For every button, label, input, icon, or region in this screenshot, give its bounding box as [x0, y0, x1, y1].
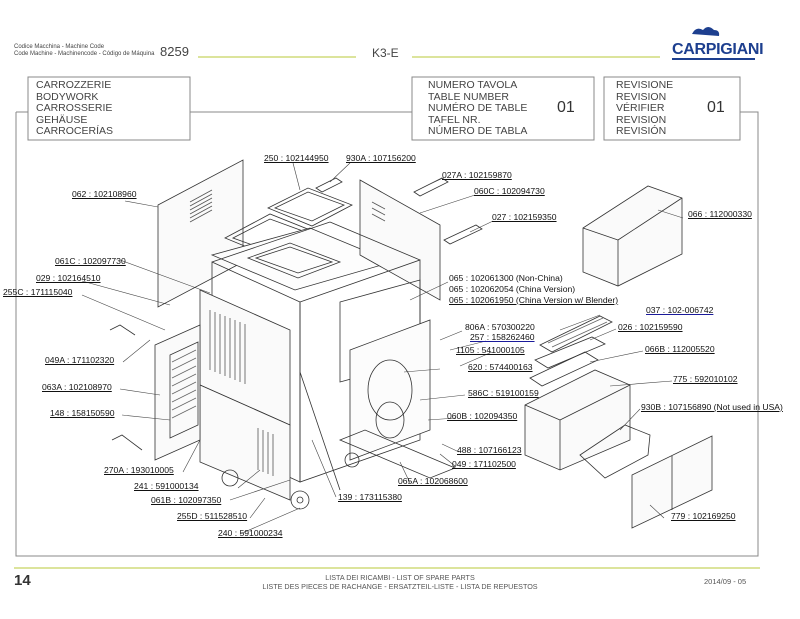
part-label: 488 : 107166123 [457, 445, 522, 455]
part-label: 620 : 574400163 [468, 362, 533, 372]
part-label: 930A : 107156200 [346, 153, 416, 163]
part-label: 029 : 102164510 [36, 273, 101, 283]
part-label: 061B : 102097350 [151, 495, 222, 505]
part-label: 250 : 102144950 [264, 153, 329, 163]
part-label: 065A : 102068600 [398, 476, 468, 486]
part-label [470, 332, 535, 342]
revision-number: 01 [707, 99, 725, 116]
part-label: 060B : 102094350 [447, 411, 518, 421]
part-label: 241 : 591000134 [134, 481, 199, 491]
part-label: 270A : 193010005 [104, 465, 174, 475]
part-label: 065 : 102061950 (China Version w/ Blender) [449, 295, 619, 305]
part-label: 063A : 102108970 [42, 382, 112, 392]
part-label: 065 : 102061300 (Non-China) [449, 273, 563, 283]
part-label: 061C : 102097730 [55, 256, 126, 266]
part-label: 066B : 112005520 [645, 344, 715, 354]
part-label: 027A : 102159870 [442, 170, 512, 180]
part-label: 586C : 519100159 [468, 388, 539, 398]
part-label: 065 : 102062054 (China Version) [449, 284, 576, 294]
category-title: CARROZZERIE BODYWORK CARROSSERIE GEHÄUSE CARROCERÍAS [36, 79, 114, 137]
part-label [646, 305, 713, 315]
part-label: 240 : 591000234 [218, 528, 283, 538]
part-label: 255C : 171115040 [3, 287, 73, 297]
model-name: K3-E [372, 46, 399, 60]
page-number: 14 [14, 572, 31, 589]
footer-date: 2014/09 - 05 [704, 577, 747, 586]
part-label: 066 : 112000330 [688, 209, 752, 219]
part-label: 062 : 102108960 [72, 189, 137, 199]
table-number: 01 [557, 99, 575, 116]
machine-code: 8259 [160, 44, 189, 59]
footer-title: LISTA DEI RICAMBI - LIST OF SPARE PARTS LISTE DES PIECES DE RACHANGE - ERSATZTEIL-LISTE - LISTA DE REPUESTOS [262, 573, 538, 591]
part-label: 1105 : 541000105 [456, 345, 525, 355]
part-label: 049A : 171102320 [45, 355, 115, 365]
part-label: 027 : 102159350 [492, 212, 557, 222]
brand-logo: CARPIGIANI [672, 41, 764, 58]
part-label: 139 : 173115380 [338, 492, 402, 502]
part-label: 806A : 570300220 [465, 322, 535, 332]
part-label: 049 : 171102500 [452, 459, 516, 469]
part-label-037: 037 : 102-006742 [646, 305, 714, 315]
machine-code-label: Codice Macchina - Machine Code Code Machine - Machinencode - Código de Máquina [14, 44, 155, 57]
part-label: 148 : 158150590 [50, 408, 115, 418]
part-label: 026 : 102159590 [618, 322, 683, 332]
part-label: 775 : 592010102 [673, 374, 738, 384]
part-label: 779 : 102169250 [671, 511, 736, 521]
table-number-label: NUMERO TAVOLA TABLE NUMBER NUMÉRO DE TABLE TAFEL NR. NÚMERO DE TABLA [428, 79, 528, 137]
revision-label: REVISIONE REVISION VÉRIFIER REVISION REVISIÓN [616, 79, 674, 137]
part-label: 255D : 511528510 [177, 511, 248, 521]
part-label: 060C : 102094730 [474, 186, 545, 196]
part-label: 930B : 107156890 (Not used in USA) [641, 402, 783, 412]
part-label-257: 257 : 158262460 [470, 332, 535, 342]
